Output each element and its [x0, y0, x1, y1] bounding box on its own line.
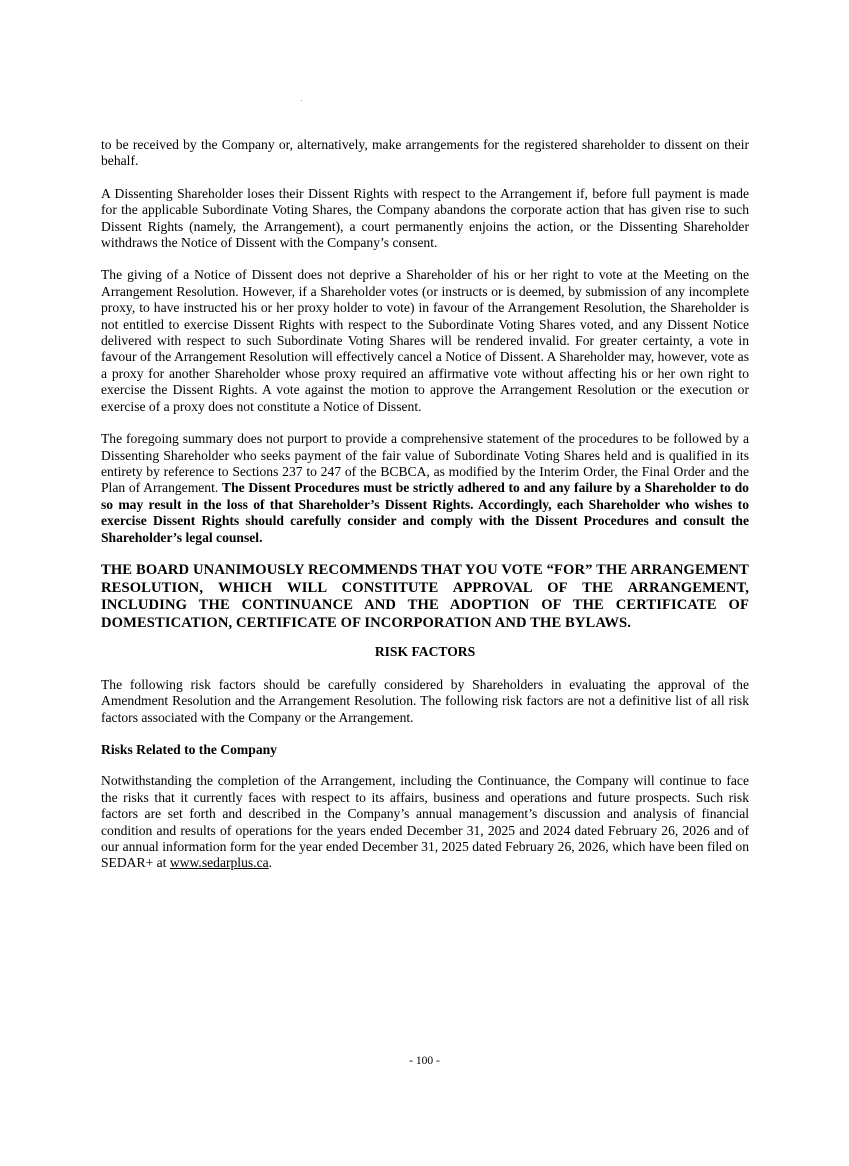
- paragraph-company-risks: [101, 773, 749, 871]
- paragraph-dissent-arrangements: to be received by the Company or, alternatively, make arrangements for the registered shareholder to dissent on their behalf.: [101, 137, 749, 169]
- summary-disclaimer-text: The foregoing summary does not purport to provide a comprehensive statement of the procedures to be followed by a Dissenting Shareholder who seeks payment of the fair value of Subordinate Voting Shares held and is qualified in its entirety by reference to Sections 237 to 247 of the BCBCA, as modified by the Interim Order, the Final Order and the Plan of Arrangement.: [101, 431, 749, 496]
- document-body: [101, 137, 749, 888]
- subheading-risks-related-to-company: Risks Related to the Company: [101, 741, 277, 757]
- section-heading-risk-factors: RISK FACTORS: [374, 644, 476, 660]
- board-recommendation: THE BOARD UNANIMOUSLY RECOMMENDS THAT YOU VOTE “FOR” THE ARRANGEMENT RESOLUTION, WHICH WILL CONSTITUTE APPROVAL OF THE ARRANGEMENT, INCLUDING THE CONTINUANCE AND THE ADOPTION OF THE CERTIFICATE OF DOMESTICATION, CERTIFICATE OF INCORPORATION AND THE BYLAWS.: [101, 561, 749, 631]
- company-risks-period: .: [268, 855, 273, 871]
- paragraph-risk-factors-intro: The following risk factors should be carefully considered by Shareholders in evaluating the approval of the Amendment Resolution and the Arrangement Resolution. The following risk factors are not a definitive list of all risk factors associated with the Company or the Arrangement.: [101, 676, 749, 725]
- sedar-link[interactable]: www.sedarplus.ca: [169, 855, 269, 871]
- paragraph-loss-of-dissent-rights: A Dissenting Shareholder loses their Dissent Rights with respect to the Arrangement if, before full payment is made for the applicable Subordinate Voting Shares, the Company abandons the corporate action that has given rise to such Dissent Rights (namely, the Arrangement), a court permanently enjoins the action, or the Dissenting Shareholder withdraws the Notice of Dissent with the Company’s consent.: [101, 185, 749, 251]
- page-number: - 100 -: [409, 1055, 440, 1067]
- stray-mark: [301, 100, 302, 101]
- paragraph-summary-disclaimer: [101, 431, 749, 546]
- company-risks-text: Notwithstanding the completion of the Arrangement, including the Continuance, the Company will continue to face the risks that it currently faces with respect to its affairs, business and operations and future prospects. Such risk factors are set forth and described in the Company’s annual management’s discussion and analysis of financial condition and results of operations for the years ended December 31, 2025 and 2024 dated February 26, 2026 and of our annual information form for the year ended December 31, 2025 dated February 26, 2026, which have been filed on SEDAR+ at: [101, 773, 749, 871]
- paragraph-notice-of-dissent-voting: The giving of a Notice of Dissent does not deprive a Shareholder of his or her right to vote at the Meeting on the Arrangement Resolution. However, if a Shareholder votes (or instructs or is deemed, by submission of any incomplete proxy, to have instructed his or her proxy holder to vote) in favour of the Arrangement Resolution, the Shareholder is not entitled to exercise Dissent Rights with respect to the Subordinate Voting Shares voted, and any Dissent Notice delivered with respect to such Subordinate Voting Shares will be rendered invalid. For greater certainty, a vote in favour of the Arrangement Resolution will effectively cancel a Notice of Dissent. A Shareholder may, however, vote as a proxy for another Shareholder whose proxy required an affirmative vote without affecting his or her own right to exercise the Dissent Rights. A vote against the motion to approve the Arrangement Resolution or the execution or exercise of a proxy does not constitute a Notice of Dissent.: [101, 267, 749, 414]
- summary-disclaimer-bold-warning: The Dissent Procedures must be strictly adhered to and any failure by a Shareholder to do so may result in the loss of that Shareholder’s Dissent Rights. Accordingly, each Shareholder who wishes to exercise Dissent Rights should carefully consider and comply with the Dissent Procedures and consult the Shareholder’s legal counsel.: [101, 480, 749, 545]
